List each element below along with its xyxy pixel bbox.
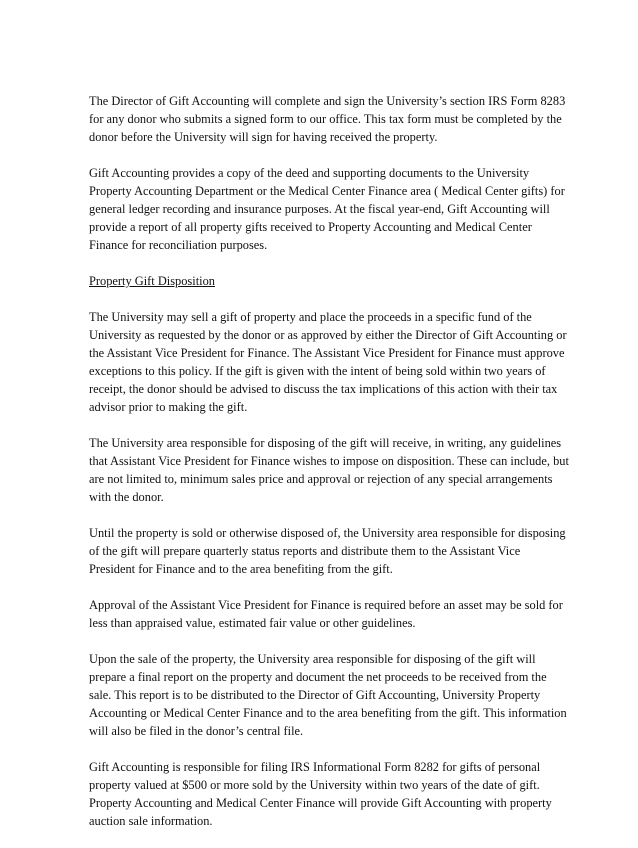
paragraph-quarterly-reports: Until the property is sold or otherwise disposed of, the University area responsible for disposing of the gift will prepare quarterly status reports and distribute them to the Assistant Vice President for Finance and to the area benefiting from the gift. (89, 526, 566, 576)
section-heading: Property Gift Disposition (89, 274, 215, 288)
paragraph-disposition-guidelines: The University area responsible for disposing of the gift will receive, in writing, any guidelines that Assistant Vice President for Finance wishes to impose on disposition. These can include, but are not limited to, minimum sales price and approval or rejection of any special arrangements with the donor. (89, 436, 569, 504)
paragraph-gift-accounting-copy: Gift Accounting provides a copy of the deed and supporting documents to the University Property Accounting Department or the Medical Center Finance area ( Medical Center gifts) for general ledger recording and insurance purposes. At the fiscal year-end, Gift Accounting will provide a report of all property gifts received to Property Accounting and Medical Center Finance for reconciliation purposes. (89, 166, 565, 252)
paragraph-final-report: Upon the sale of the property, the University area responsible for disposing of the gift will prepare a final report on the property and document the net proceeds to be received from the sale. This report is to be distributed to the Director of Gift Accounting, University Property Accounting or Medical Center Finance and to the area benefiting from the gift. This information will also be filed in the donor’s central file. (89, 652, 567, 738)
document-page (89, 92, 569, 848)
paragraph-irs-form-8282: Gift Accounting is responsible for filing IRS Informational Form 8282 for gifts of personal property valued at $500 or more sold by the University within two years of the date of gift. Property Accounting and Medical Center Finance will provide Gift Accounting with property auction sale information. (89, 760, 552, 828)
paragraph-irs-form-8283: The Director of Gift Accounting will complete and sign the University’s section IRS Form 8283 for any donor who submits a signed form to our office. This tax form must be completed by the donor before the University will sign for having received the property. (89, 94, 566, 144)
paragraph-sale-of-gift: The University may sell a gift of property and place the proceeds in a specific fund of the University as requested by the donor or as approved by either the Director of Gift Accounting or the Assistant Vice President for Finance. The Assistant Vice President for Finance must approve exceptions to this policy. If the gift is given with the intent of being sold within two years of receipt, the donor should be advised to discuss the tax implications of this action with their tax advisor prior to making the gift. (89, 310, 567, 414)
paragraph-approval-required: Approval of the Assistant Vice President for Finance is required before an asset may be sold for less than appraised value, estimated fair value or other guidelines. (89, 598, 563, 630)
